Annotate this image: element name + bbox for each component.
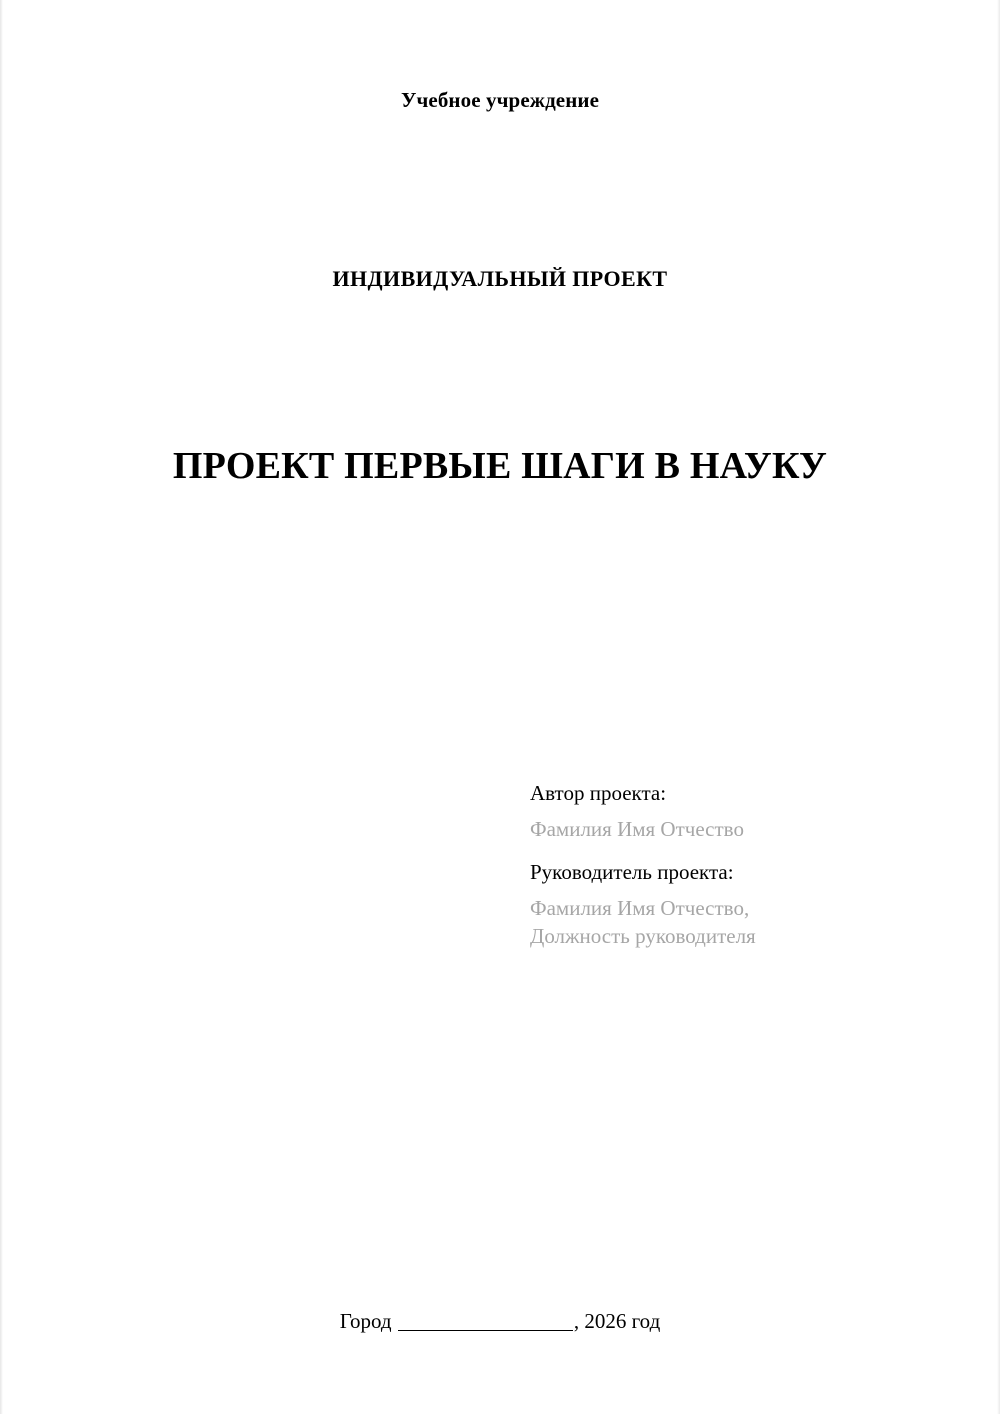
- city-label: Город: [339, 1309, 392, 1333]
- supervisor-label: Руководитель проекта:: [530, 860, 734, 884]
- author-value: Фамилия Имя Отчество: [530, 817, 744, 841]
- document-type: ИНДИВИДУАЛЬНЫЙ ПРОЕКТ: [332, 266, 668, 291]
- author-block: [530, 783, 930, 840]
- city-blank-line: [398, 1330, 573, 1331]
- year-text: , 2026 год: [573, 1309, 661, 1333]
- supervisor-block: [530, 862, 930, 947]
- supervisor-value-line-1: Фамилия Имя Отчество,: [530, 896, 750, 920]
- footer-city-year: [0, 1309, 1000, 1334]
- credits-block: [530, 783, 930, 947]
- institution-name: Учебное учреждение: [400, 88, 600, 112]
- page-title: ПРОЕКТ ПЕРВЫЕ ШАГИ В НАУКУ: [172, 445, 828, 487]
- author-label: Автор проекта:: [530, 781, 667, 805]
- supervisor-value-line-2: Должность руководителя: [530, 924, 756, 948]
